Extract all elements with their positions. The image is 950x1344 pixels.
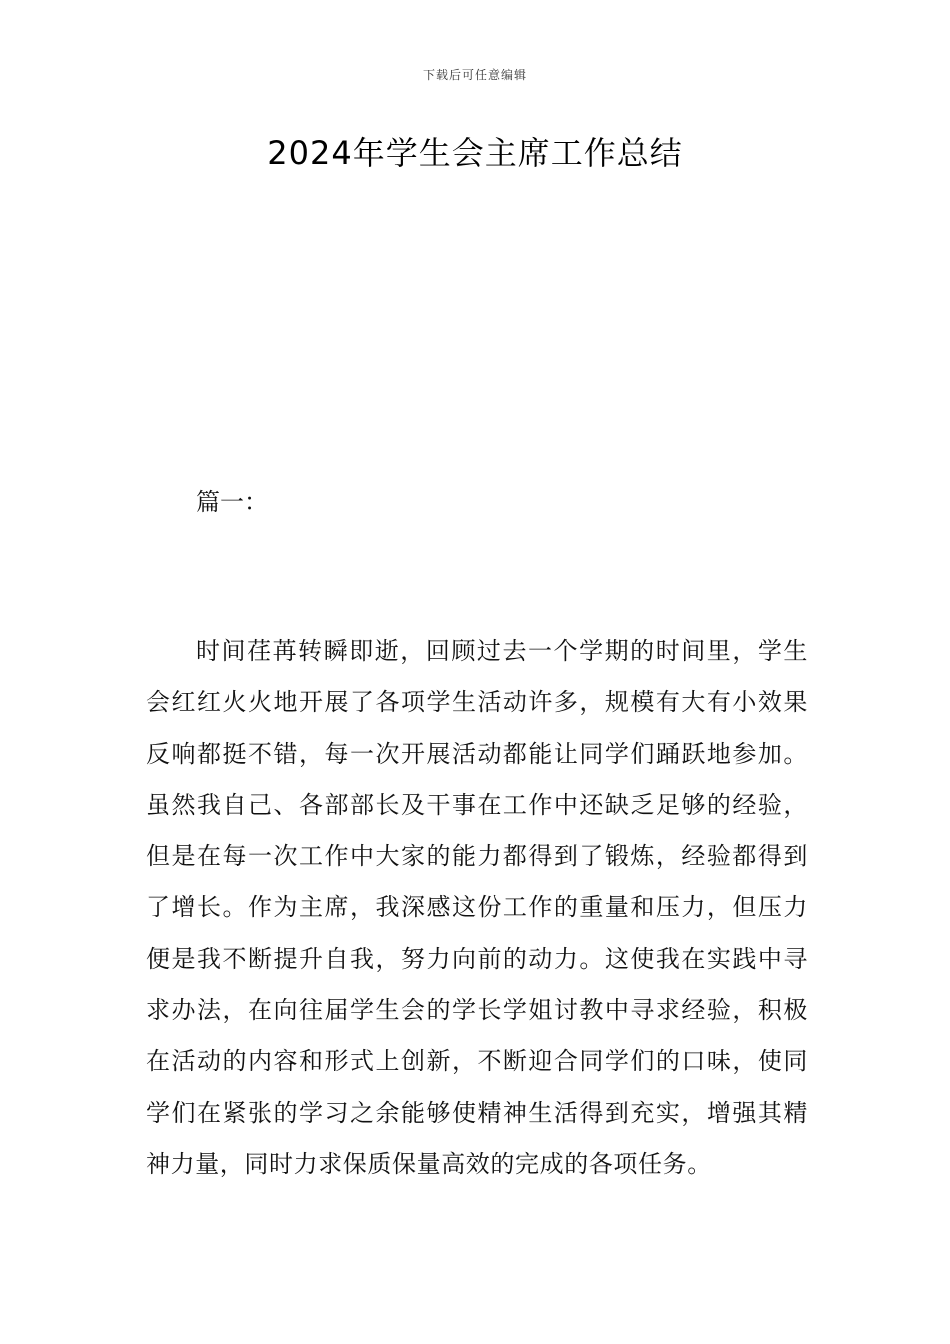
- section-heading: 篇一：: [196, 488, 268, 516]
- header-note: 下载后可任意编辑: [422, 68, 527, 82]
- document-title: 2024年学生会主席工作总结: [267, 134, 683, 172]
- body-paragraph: 时间荏苒转瞬即逝，回顾过去一个学期的时间里，学生会红红火火地开展了各项学生活动许多，规模有大有小效果反响都挺不错，每一次开展活动都能让同学们踊跃地参加。虽然我自己、各部部长及干事在工作中还缺乏足够的经验，但是在每一次工作中大家的能力都得到了锻炼，经验都得到了增长。作为主席，我深感这份工作的重量和压力，但压力便是我不断提升自我，努力向前的动力。这使我在实践中寻求办法，在向往届学生会的学长学姐讨教中寻求经验，积极在活动的内容和形式上创新，不断迎合同学们的口味，使同学们在紧张的学习之余能够使精神生活得到充实，增强其精神力量，同时力求保质保量高效的完成的各项任务。: [146, 637, 808, 1178]
